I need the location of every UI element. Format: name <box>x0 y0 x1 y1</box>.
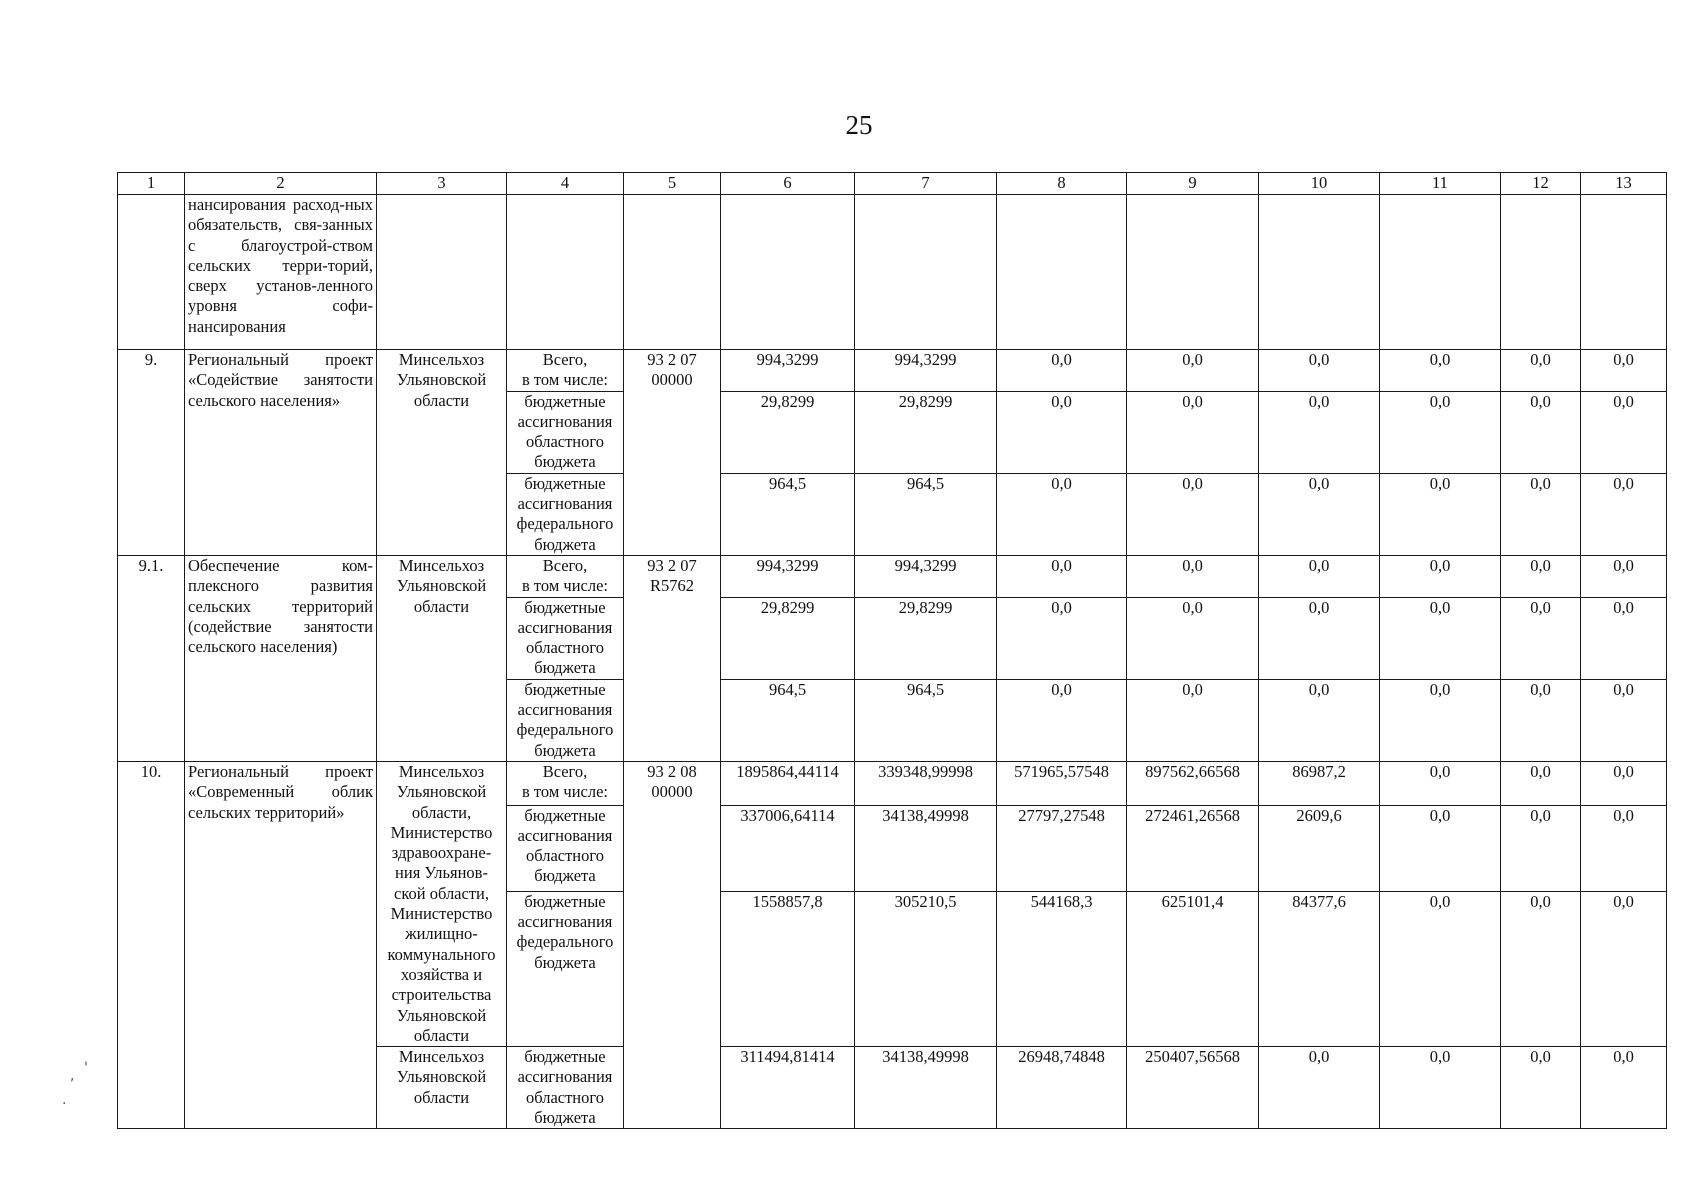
value-cell: 897562,66568 <box>1127 761 1259 805</box>
event-name: Обеспечение ком-плексного развития сельских территорий (содействие занятости сельского населения) <box>185 555 377 761</box>
budget-code: 93 2 07 00000 <box>624 350 721 556</box>
scan-mark: . <box>62 1092 67 1108</box>
value-cell: 0,0 <box>1380 555 1501 597</box>
value-cell: 0,0 <box>1380 761 1501 805</box>
value-cell: 0,0 <box>1259 391 1380 473</box>
source-federal-label: бюджетные ассигнования федерального бюджета <box>507 473 624 555</box>
budget-table <box>117 172 1667 1129</box>
column-header: 3 <box>377 173 507 195</box>
value-cell: 0,0 <box>997 679 1127 761</box>
column-header: 4 <box>507 173 624 195</box>
executor: Минсельхоз Ульяновской области <box>377 350 507 556</box>
value-cell: 0,0 <box>1581 555 1667 597</box>
budget-code: 93 2 07 R5762 <box>624 555 721 761</box>
column-header: 12 <box>1501 173 1581 195</box>
row-number: 9. <box>118 350 185 556</box>
column-header: 6 <box>721 173 855 195</box>
value-cell: 0,0 <box>1581 473 1667 555</box>
value-cell: 994,3299 <box>721 555 855 597</box>
value-cell: 0,0 <box>1501 761 1581 805</box>
value-cell: 29,8299 <box>721 597 855 679</box>
value-cell: 0,0 <box>1501 555 1581 597</box>
value-cell: 0,0 <box>1501 1047 1581 1129</box>
source-regional-label: бюджетные ассигнования областного бюджета <box>507 391 624 473</box>
value-cell: 84377,6 <box>1259 891 1380 1046</box>
value-cell: 0,0 <box>1259 473 1380 555</box>
row-number: 9.1. <box>118 555 185 761</box>
value-cell: 0,0 <box>1501 350 1581 392</box>
value-cell: 1558857,8 <box>721 891 855 1046</box>
value-cell: 0,0 <box>1581 679 1667 761</box>
value-cell: 0,0 <box>1581 597 1667 679</box>
value-cell: 994,3299 <box>855 555 997 597</box>
value-cell: 0,0 <box>1581 761 1667 805</box>
column-header-row <box>118 173 1667 195</box>
value-cell: 544168,3 <box>997 891 1127 1046</box>
value-cell: 0,0 <box>1501 805 1581 891</box>
value-cell: 339348,99998 <box>855 761 997 805</box>
source-regional-label: бюджетные ассигнования областного бюджета <box>507 1047 624 1129</box>
value-cell: 0,0 <box>997 473 1127 555</box>
value-cell: 0,0 <box>1127 391 1259 473</box>
source-federal-label: бюджетные ассигнования федерального бюджета <box>507 891 624 1046</box>
source-total-label: Всего, в том числе: <box>507 555 624 597</box>
value-cell: 29,8299 <box>721 391 855 473</box>
value-cell: 0,0 <box>1501 473 1581 555</box>
column-header: 13 <box>1581 173 1667 195</box>
value-cell: 0,0 <box>1501 679 1581 761</box>
executor: Минсельхоз Ульяновской области <box>377 1047 507 1129</box>
value-cell: 272461,26568 <box>1127 805 1259 891</box>
value-cell: 0,0 <box>1380 350 1501 392</box>
value-cell: 0,0 <box>1581 1047 1667 1129</box>
table-row <box>118 761 1667 805</box>
table-row <box>118 350 1667 392</box>
value-cell: 0,0 <box>1581 391 1667 473</box>
continuation-row <box>118 195 1667 350</box>
value-cell: 29,8299 <box>855 391 997 473</box>
executor: Минсельхоз Ульяновской области <box>377 555 507 761</box>
value-cell: 964,5 <box>855 679 997 761</box>
source-regional-label: бюджетные ассигнования областного бюджета <box>507 805 624 891</box>
value-cell: 86987,2 <box>1259 761 1380 805</box>
scan-mark: ' <box>84 1060 88 1076</box>
value-cell: 0,0 <box>1127 473 1259 555</box>
value-cell: 337006,64114 <box>721 805 855 891</box>
value-cell: 0,0 <box>1501 597 1581 679</box>
column-header: 2 <box>185 173 377 195</box>
value-cell: 0,0 <box>1259 1047 1380 1129</box>
value-cell: 26948,74848 <box>997 1047 1127 1129</box>
value-cell: 0,0 <box>1380 597 1501 679</box>
value-cell: 0,0 <box>1501 391 1581 473</box>
value-cell: 0,0 <box>1259 597 1380 679</box>
source-total-label: Всего, в том числе: <box>507 350 624 392</box>
source-federal-label: бюджетные ассигнования федерального бюджета <box>507 679 624 761</box>
value-cell: 994,3299 <box>855 350 997 392</box>
value-cell: 0,0 <box>1501 891 1581 1046</box>
value-cell: 29,8299 <box>855 597 997 679</box>
value-cell: 1895864,44114 <box>721 761 855 805</box>
value-cell: 2609,6 <box>1259 805 1380 891</box>
value-cell: 0,0 <box>997 597 1127 679</box>
table-row <box>118 555 1667 597</box>
description-continued: нансирования расход-ных обязательств, свя-занных с благоустрой-ством сельских терри-торий, сверх установ-ленного уровня софи-нансирования <box>185 195 377 350</box>
column-header: 5 <box>624 173 721 195</box>
value-cell: 994,3299 <box>721 350 855 392</box>
value-cell: 0,0 <box>1380 391 1501 473</box>
value-cell: 34138,49998 <box>855 1047 997 1129</box>
column-header: 7 <box>855 173 997 195</box>
value-cell: 0,0 <box>1127 597 1259 679</box>
column-header: 1 <box>118 173 185 195</box>
row-number: 10. <box>118 761 185 1128</box>
column-header: 8 <box>997 173 1127 195</box>
value-cell: 0,0 <box>997 350 1127 392</box>
value-cell: 0,0 <box>1127 555 1259 597</box>
page-number: 25 <box>845 110 873 140</box>
value-cell: 305210,5 <box>855 891 997 1046</box>
value-cell: 0,0 <box>1380 473 1501 555</box>
column-header: 11 <box>1380 173 1501 195</box>
value-cell: 250407,56568 <box>1127 1047 1259 1129</box>
value-cell: 0,0 <box>1380 805 1501 891</box>
column-header: 9 <box>1127 173 1259 195</box>
executor: Минсельхоз Ульяновской области, Министерство здравоохране-ния Ульянов-ской области, Министерство жилищно-коммунального хозяйства и строительства Ульяновской области <box>377 761 507 1046</box>
value-cell: 311494,81414 <box>721 1047 855 1129</box>
value-cell: 964,5 <box>855 473 997 555</box>
value-cell: 0,0 <box>997 555 1127 597</box>
value-cell: 0,0 <box>1127 350 1259 392</box>
value-cell: 571965,57548 <box>997 761 1127 805</box>
value-cell: 34138,49998 <box>855 805 997 891</box>
value-cell: 0,0 <box>1380 891 1501 1046</box>
value-cell: 0,0 <box>1581 805 1667 891</box>
row-number <box>118 195 185 350</box>
value-cell: 625101,4 <box>1127 891 1259 1046</box>
value-cell: 0,0 <box>1581 891 1667 1046</box>
source-regional-label: бюджетные ассигнования областного бюджета <box>507 597 624 679</box>
value-cell: 0,0 <box>1127 679 1259 761</box>
budget-code: 93 2 08 00000 <box>624 761 721 1128</box>
source-total-label: Всего, в том числе: <box>507 761 624 805</box>
value-cell: 964,5 <box>721 679 855 761</box>
value-cell: 27797,27548 <box>997 805 1127 891</box>
column-header: 10 <box>1259 173 1380 195</box>
value-cell: 0,0 <box>997 391 1127 473</box>
value-cell: 0,0 <box>1259 555 1380 597</box>
event-name: Региональный проект «Содействие занятости сельского населения» <box>185 350 377 556</box>
scan-mark: , <box>70 1068 75 1084</box>
value-cell: 0,0 <box>1581 350 1667 392</box>
event-name: Региональный проект «Современный облик сельских территорий» <box>185 761 377 1128</box>
value-cell: 964,5 <box>721 473 855 555</box>
value-cell: 0,0 <box>1259 350 1380 392</box>
value-cell: 0,0 <box>1259 679 1380 761</box>
value-cell: 0,0 <box>1380 1047 1501 1129</box>
value-cell: 0,0 <box>1380 679 1501 761</box>
